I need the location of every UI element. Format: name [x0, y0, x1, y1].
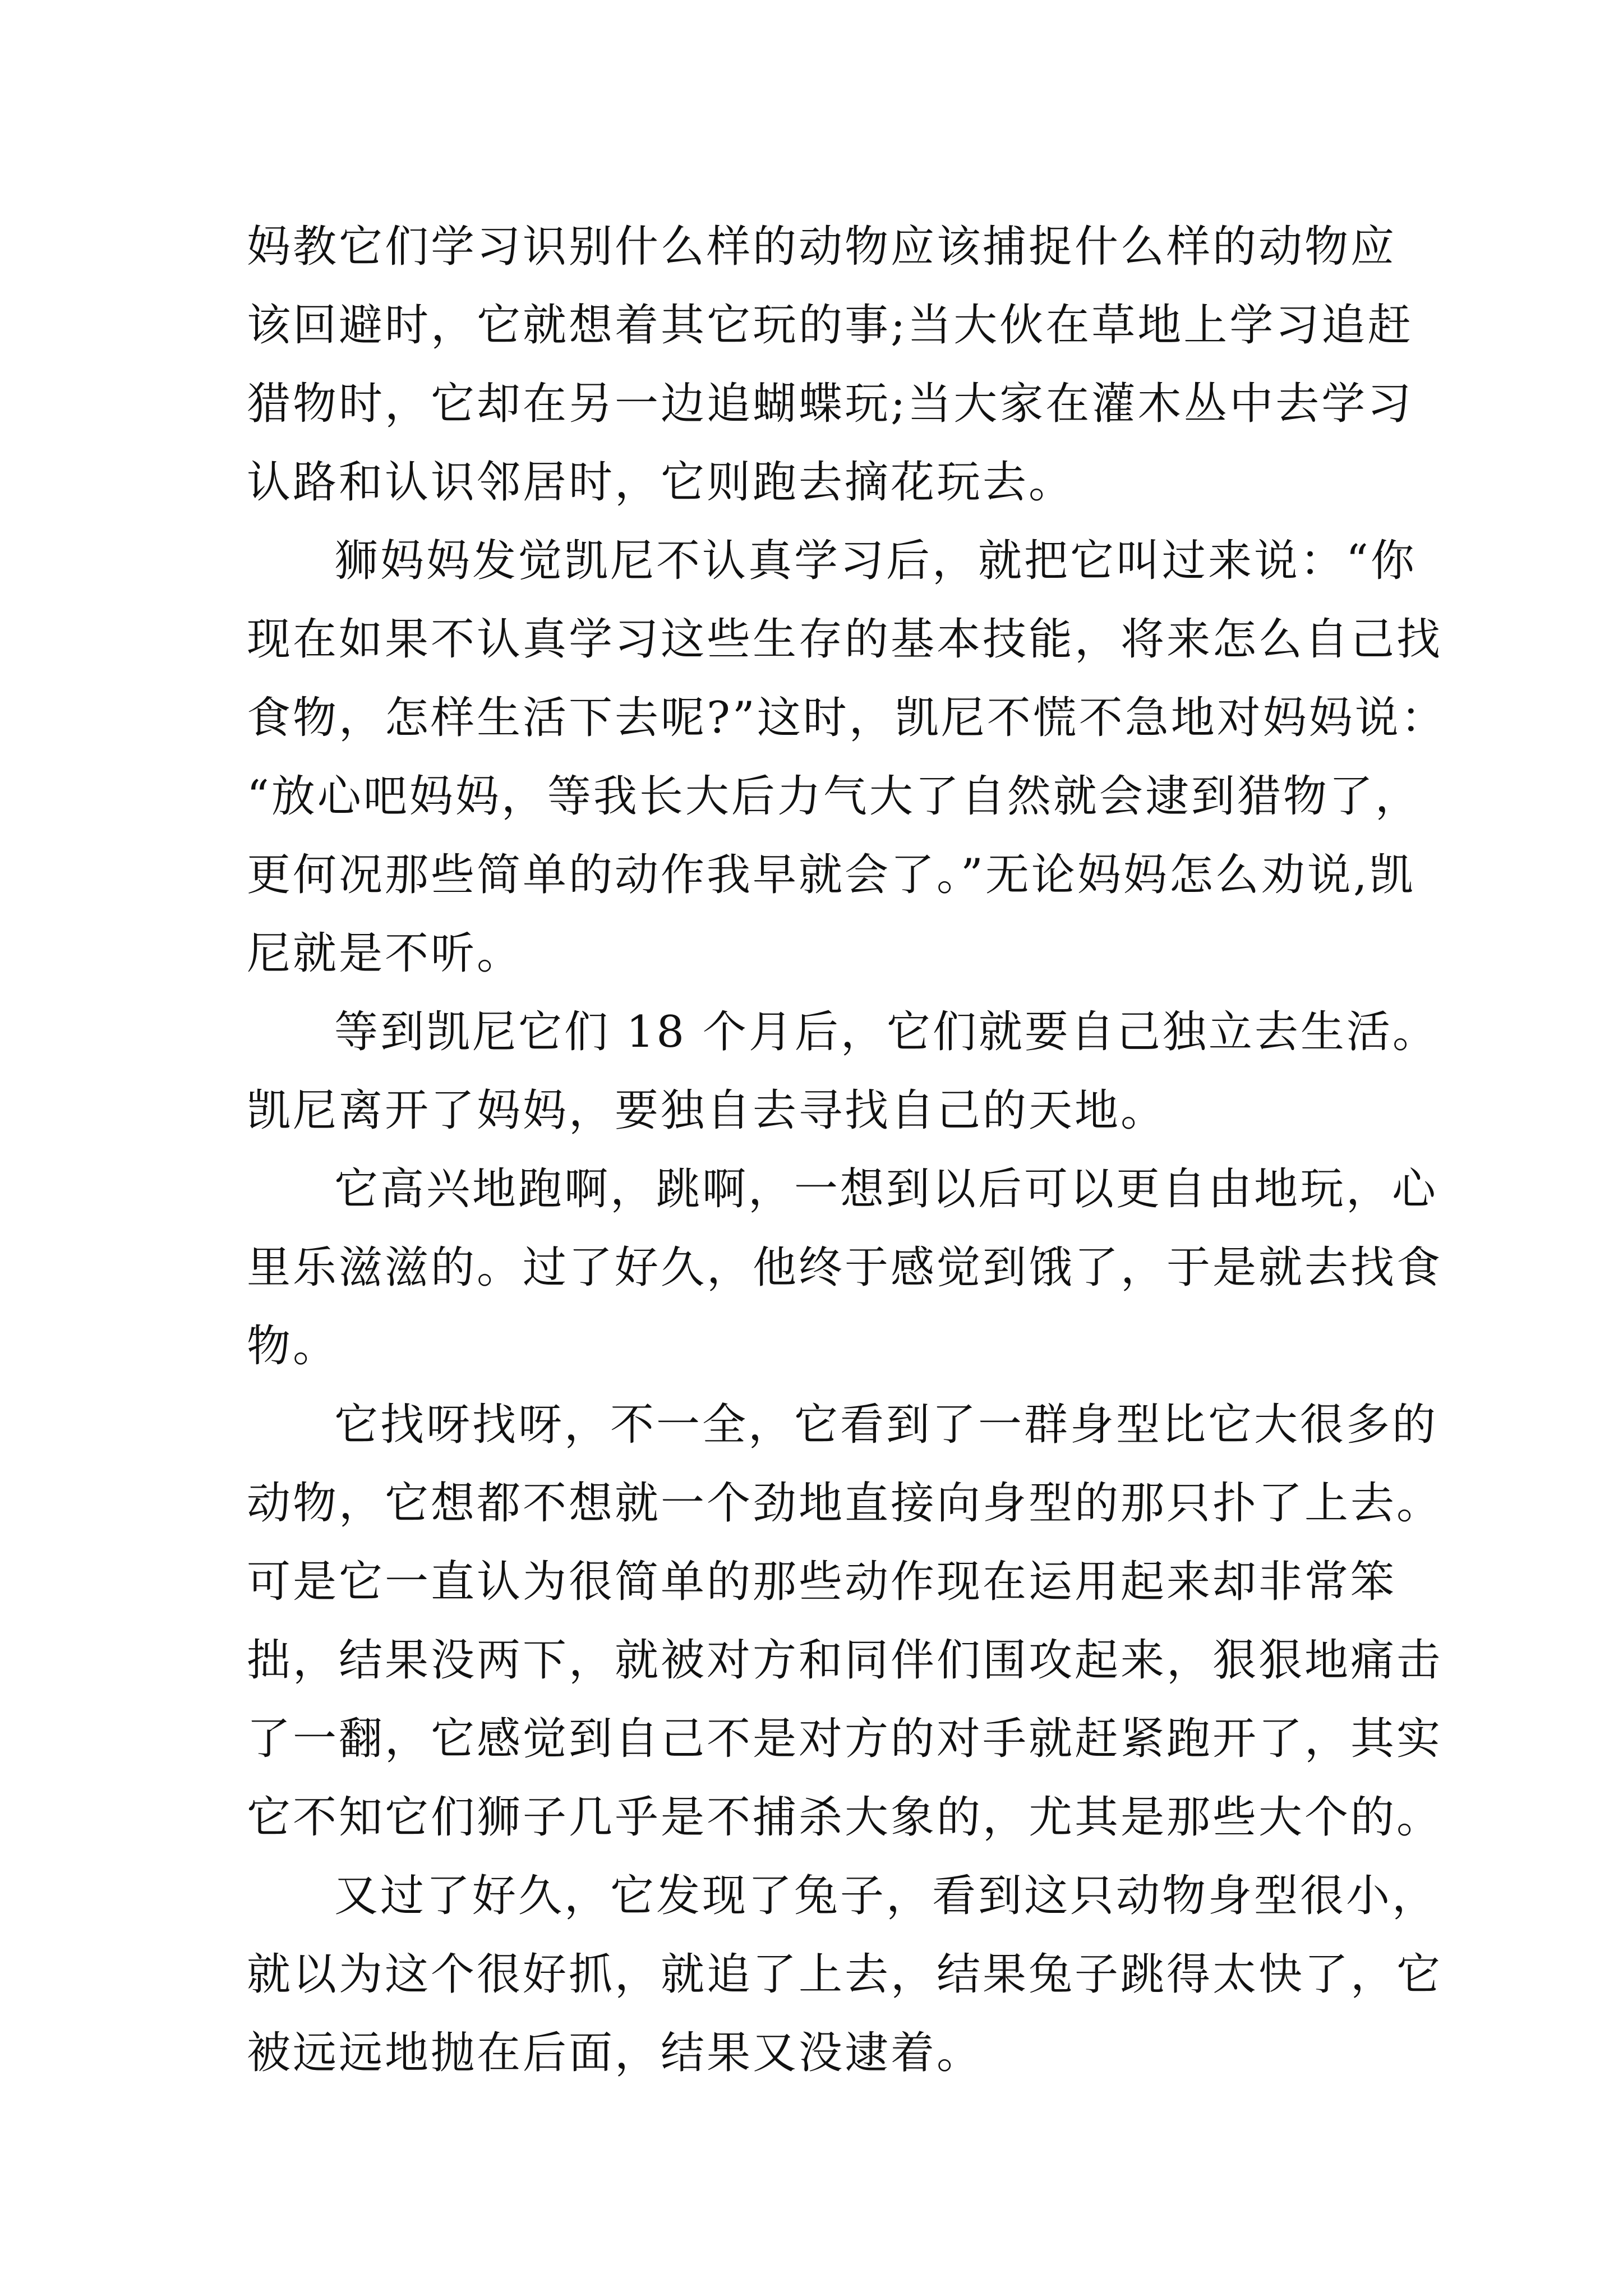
- text-line: 猎物时，它却在另一边追蝴蝶玩;当大家在灌木丛中去学习: [247, 379, 1414, 429]
- paragraph-start-line: 等到凯尼它们 18 个月后，它们就要自己独立去生活。: [334, 1007, 1438, 1057]
- text-line: 更何况那些简单的动作我早就会了。”无论妈妈怎么劝说,凯: [247, 850, 1415, 900]
- text-line: 认路和认识邻居时，它则跑去摘花玩去。: [247, 457, 1075, 508]
- text-line: 可是它一直认为很简单的那些动作现在运用起来却非常笨: [247, 1557, 1397, 1607]
- story-text: [247, 208, 1447, 2092]
- text-line: 动物，它想都不想就一个劲地直接向身型的那只扑了上去。: [247, 1478, 1443, 1529]
- text-line: 凯尼离开了妈妈，要独自去寻找自己的天地。: [247, 1085, 1167, 1136]
- text-line: 食物，怎样生活下去呢?”这时，凯尼不慌不急地对妈妈说：: [247, 693, 1447, 743]
- text-line: 里乐滋滋的。过了好久，他终于感觉到饿了，于是就去找食: [247, 1243, 1443, 1293]
- paragraph-start-line: 又过了好久，它发现了兔子，看到这只动物身型很小，: [334, 1871, 1438, 1921]
- text-line: 妈教它们学习识别什么样的动物应该捕捉什么样的动物应: [247, 222, 1397, 272]
- text-line: 现在如果不认真学习这些生存的基本技能，将来怎么自己找: [247, 614, 1443, 665]
- text-line: “放心吧妈妈，等我长大后力气大了自然就会逮到猎物了，: [247, 771, 1421, 822]
- text-line: 就以为这个很好抓，就追了上去，结果兔子跳得太快了，它: [247, 1949, 1443, 2000]
- paragraph-start-line: 它高兴地跑啊，跳啊，一想到以后可以更自由地玩，心: [334, 1164, 1438, 1214]
- text-line: 该回避时，它就想着其它玩的事;当大伙在草地上学习追赶: [247, 300, 1414, 351]
- text-line: 被远远地抛在后面，结果又没逮着。: [247, 2028, 983, 2078]
- paragraph-start-line: 它找呀找呀，不一全，它看到了一群身型比它大很多的: [334, 1400, 1438, 1450]
- text-line: 物。: [247, 1321, 339, 1372]
- text-line: 了一翻，它感觉到自己不是对方的对手就赶紧跑开了，其实: [247, 1714, 1443, 1764]
- paragraph-start-line: 狮妈妈发觉凯尼不认真学习后，就把它叫过来说：“你: [334, 536, 1417, 586]
- text-line: 它不知它们狮子几乎是不捕杀大象的，尤其是那些大个的。: [247, 1792, 1443, 1843]
- text-line: 拙，结果没两下，就被对方和同伴们围攻起来，狠狠地痛击: [247, 1635, 1443, 1686]
- text-line: 尼就是不听。: [247, 928, 523, 979]
